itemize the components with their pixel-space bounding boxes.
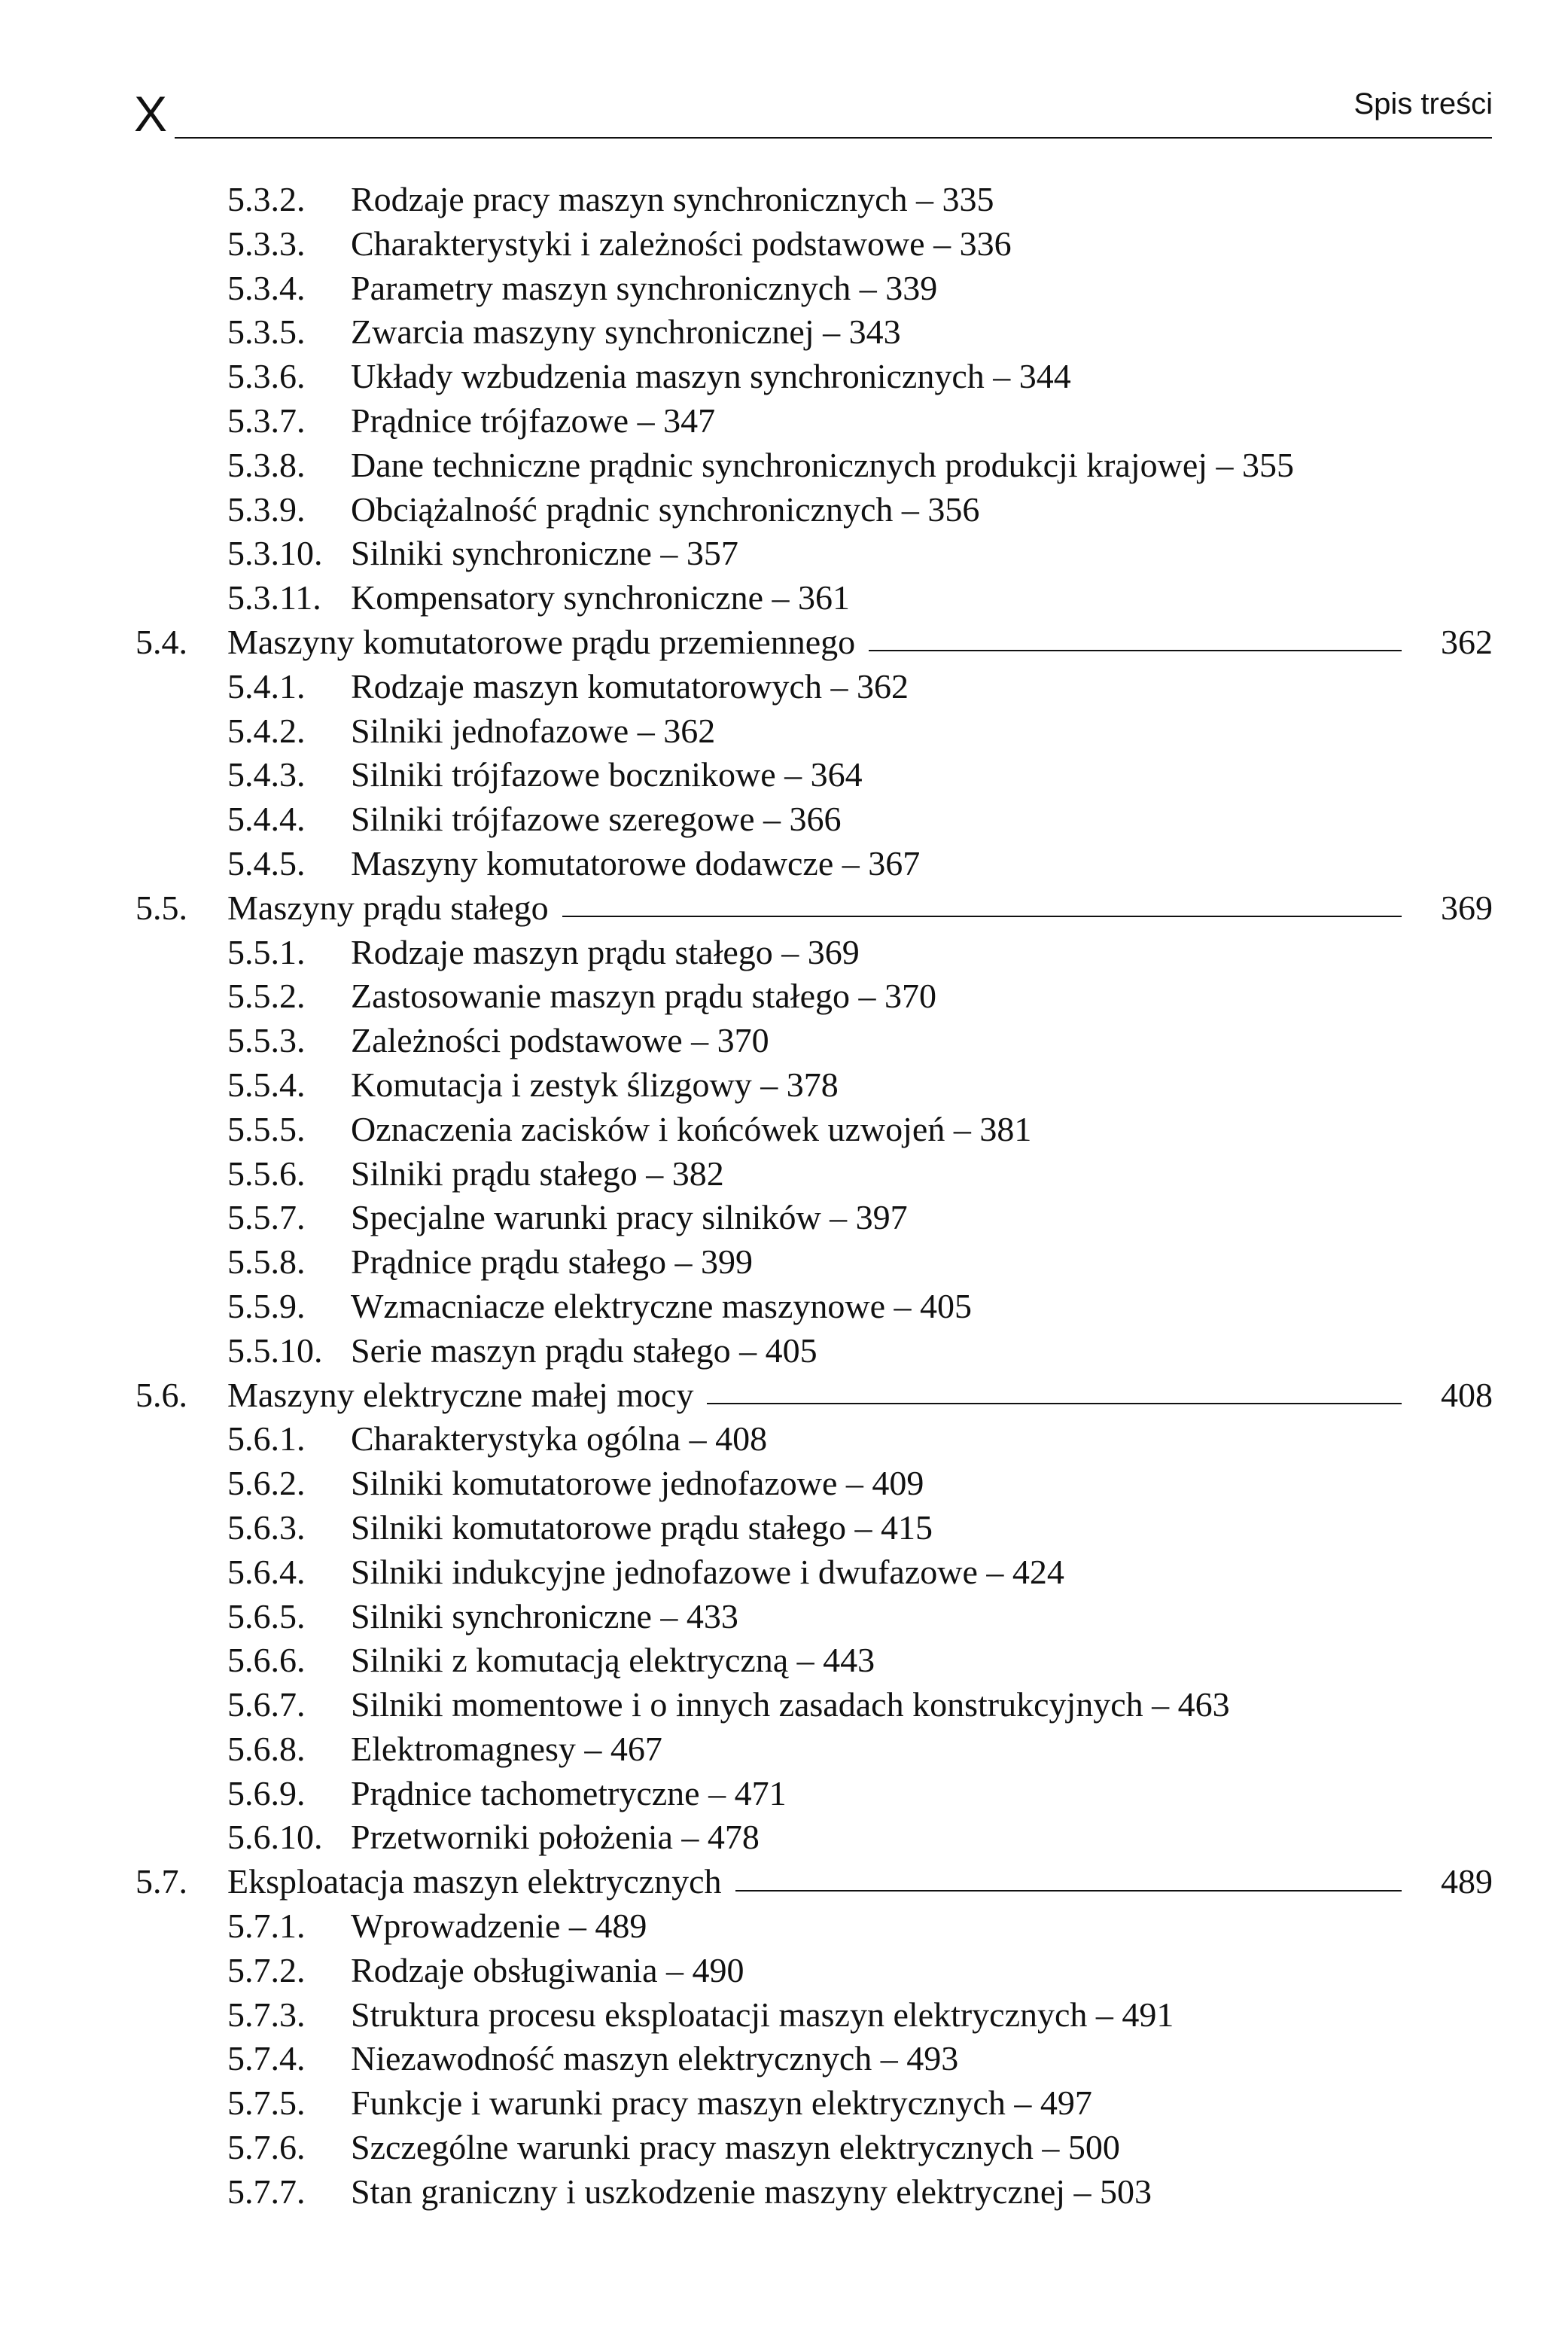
toc-subsection-entry (0, 1108, 1568, 1152)
toc-entry-title: Silniki indukcyjne jednofazowe i dwufazowe – 424 (351, 1552, 1064, 1591)
toc-subsection-entry (0, 1683, 1568, 1727)
toc-entry-number: 5.3.6. (227, 357, 306, 396)
toc-leader-line (869, 650, 1402, 651)
toc-section-entry (0, 1373, 1568, 1418)
toc-entry-number: 5.3.11. (227, 578, 321, 617)
toc-entry-number: 5.4.5. (227, 843, 306, 883)
toc-subsection-entry (0, 1904, 1568, 1949)
toc-subsection-entry (0, 355, 1568, 399)
toc-entry-number: 5.7.4. (227, 2039, 306, 2078)
toc-leader-line (707, 1403, 1402, 1404)
toc-entry-number: 5.3.2. (227, 180, 306, 218)
toc-entry-number: 5.6. (135, 1375, 187, 1414)
toc-subsection-entry (0, 444, 1568, 488)
running-header-title: Spis treści (1353, 87, 1493, 120)
toc-entry-title: Obciążalność prądnic synchronicznych – 356 (351, 489, 980, 529)
toc-leader-line (735, 1890, 1402, 1892)
toc-entry-title: Silniki momentowe i o innych zasadach konstrukcyjnych – 463 (351, 1685, 1230, 1724)
toc-subsection-entry (0, 1417, 1568, 1462)
toc-entry-title: Stan graniczny i uszkodzenie maszyny elektrycznej – 503 (351, 2172, 1152, 2211)
toc-entry-number: 5.4.3. (227, 755, 306, 794)
toc-entry-title: Parametry maszyn synchronicznych – 339 (351, 268, 938, 307)
toc-entry-leader-group (227, 1373, 1402, 1418)
toc-entry-title: Struktura procesu eksploatacji maszyn elektrycznych – 491 (351, 1995, 1174, 2034)
toc-section-entry (0, 620, 1568, 665)
toc-entry-title: Niezawodność maszyn elektrycznych – 493 (351, 2039, 959, 2078)
header-rule (175, 137, 1492, 139)
toc-entry-title: Wzmacniacze elektryczne maszynowe – 405 (351, 1286, 973, 1325)
toc-entry-number: 5.6.6. (227, 1641, 306, 1680)
toc-entry-title: Rodzaje obsługiwania – 490 (351, 1950, 744, 1989)
toc-entry-title: Szczególne warunki pracy maszyn elektrycznych – 500 (351, 2128, 1120, 2167)
toc-subsection-entry (0, 1949, 1568, 1993)
toc-leader-line (562, 916, 1402, 917)
toc-entry-title: Specjalne warunki pracy silników – 397 (351, 1198, 908, 1237)
toc-entry-number: 5.5.7. (227, 1198, 306, 1237)
toc-subsection-entry (0, 2081, 1568, 2126)
toc-entry-title: Oznaczenia zacisków i końcówek uzwojeń – 381 (351, 1109, 1032, 1148)
toc-subsection-entry (0, 665, 1568, 709)
toc-subsection-entry (0, 797, 1568, 842)
toc-entry-title: Prądnice tachometryczne – 471 (351, 1773, 787, 1812)
toc-entry-leader-group (227, 886, 1402, 931)
toc-entry-title: Silniki komutatorowe prądu stałego – 415 (351, 1507, 933, 1547)
toc-entry-number: 5.7.2. (227, 1950, 306, 1989)
toc-entry-title: Wprowadzenie – 489 (351, 1907, 647, 1946)
toc-entry-title: Rodzaje maszyn komutatorowych – 362 (351, 666, 909, 706)
toc-section-entry (0, 886, 1568, 931)
toc-entry-number: 5.6.2. (227, 1464, 306, 1503)
toc-entry-number: 5.6.5. (227, 1596, 306, 1635)
toc-entry-number: 5.3.3. (227, 224, 306, 263)
toc-subsection-entry (0, 1196, 1568, 1240)
toc-entry-title: Silniki synchroniczne – 433 (351, 1596, 738, 1635)
toc-subsection-entry (0, 842, 1568, 886)
toc-entry-title: Zależności podstawowe – 370 (351, 1021, 769, 1060)
toc-entry-number: 5.3.8. (227, 445, 306, 484)
toc-subsection-entry (0, 576, 1568, 620)
toc-subsection-entry (0, 1993, 1568, 2038)
toc-subsection-entry (0, 1595, 1568, 1639)
toc-entry-number: 5.5.8. (227, 1242, 306, 1282)
toc-entry-number: 5.3.9. (227, 489, 306, 529)
toc-entry-number: 5.6.10. (227, 1818, 323, 1857)
toc-subsection-entry (0, 267, 1568, 311)
toc-subsection-entry (0, 2126, 1568, 2170)
toc-subsection-entry (0, 974, 1568, 1019)
toc-entry-title: Elektromagnesy – 467 (351, 1729, 662, 1768)
toc-entry-number: 5.5.9. (227, 1286, 306, 1325)
toc-entry-title: Prądnice prądu stałego – 399 (351, 1242, 753, 1282)
toc-entry-title: Silniki synchroniczne – 357 (351, 534, 738, 573)
toc-entry-title: Zwarcia maszyny synchronicznej – 343 (351, 312, 901, 352)
toc-entry-number: 5.4.4. (227, 800, 306, 839)
toc-entry-number: 5.5. (135, 888, 187, 927)
toc-entry-number: 5.6.3. (227, 1507, 306, 1547)
toc-entry-page: 489 (1441, 1862, 1493, 1901)
toc-subsection-entry (0, 532, 1568, 576)
toc-entry-title: Charakterystyki i zależności podstawowe – 336 (351, 224, 1012, 263)
toc-entry-title: Maszyny komutatorowe prądu przemiennego (227, 622, 856, 661)
toc-entry-number: 5.4.2. (227, 711, 306, 750)
toc-subsection-entry (0, 2037, 1568, 2081)
toc-entry-title: Charakterystyka ogólna – 408 (351, 1419, 768, 1459)
toc-subsection-entry (0, 1462, 1568, 1506)
toc-entry-title: Przetworniki położenia – 478 (351, 1818, 760, 1857)
toc-entry-page: 362 (1441, 622, 1493, 661)
toc-subsection-entry (0, 399, 1568, 444)
toc-entry-title: Silniki trójfazowe szeregowe – 366 (351, 800, 842, 839)
toc-entry-number: 5.4. (135, 622, 187, 661)
toc-subsection-entry (0, 178, 1568, 222)
toc-subsection-entry (0, 1506, 1568, 1550)
toc-subsection-entry (0, 2170, 1568, 2215)
toc-subsection-entry (0, 931, 1568, 975)
toc-subsection-entry (0, 222, 1568, 267)
toc-entry-title: Silniki prądu stałego – 382 (351, 1154, 724, 1193)
toc-entry-title: Prądnice trójfazowe – 347 (351, 401, 716, 440)
toc-subsection-entry (0, 1772, 1568, 1816)
toc-entry-title: Kompensatory synchroniczne – 361 (351, 578, 851, 617)
toc-entry-number: 5.6.9. (227, 1773, 306, 1812)
toc-entry-number: 5.6.8. (227, 1729, 306, 1768)
toc-entry-number: 5.4.1. (227, 666, 306, 706)
toc-subsection-entry (0, 709, 1568, 754)
toc-entry-number: 5.7.5. (227, 2084, 306, 2123)
toc-entry-number: 5.5.10. (227, 1331, 323, 1370)
toc-subsection-entry (0, 1019, 1568, 1063)
toc-entry-number: 5.5.2. (227, 977, 306, 1016)
toc-entry-title: Układy wzbudzenia maszyn synchronicznych – 344 (351, 357, 1071, 396)
toc-subsection-entry (0, 1240, 1568, 1285)
toc-entry-title: Silniki komutatorowe jednofazowe – 409 (351, 1464, 924, 1503)
toc-entry-number: 5.7.7. (227, 2172, 306, 2211)
toc-entry-title: Dane techniczne prądnic synchronicznych produkcji krajowej – 355 (351, 445, 1295, 484)
toc-entry-number: 5.3.7. (227, 401, 306, 440)
toc-entry-title: Eksploatacja maszyn elektrycznych (227, 1862, 722, 1901)
toc-entry-leader-group (227, 1860, 1402, 1904)
toc-subsection-entry (0, 1152, 1568, 1196)
toc-entry-title: Maszyny prądu stałego (227, 888, 549, 927)
toc-entry-title: Funkcje i warunki pracy maszyn elektrycznych – 497 (351, 2084, 1092, 2123)
toc-subsection-entry (0, 488, 1568, 532)
toc-entry-title: Rodzaje maszyn prądu stałego – 369 (351, 932, 860, 971)
toc-entry-page: 369 (1441, 888, 1493, 927)
toc-entry-title: Silniki trójfazowe bocznikowe – 364 (351, 755, 863, 794)
toc-entry-number: 5.7.1. (227, 1907, 306, 1946)
toc-entry-title: Silniki jednofazowe – 362 (351, 711, 716, 750)
toc-entry-number: 5.7.3. (227, 1995, 306, 2034)
toc-section-entry (0, 1860, 1568, 1904)
toc-subsection-entry (0, 1329, 1568, 1373)
toc-subsection-entry (0, 1638, 1568, 1683)
toc-entry-number: 5.7.6. (227, 2128, 306, 2167)
toc-entry-title: Silniki z komutacją elektryczną – 443 (351, 1641, 875, 1680)
toc-entry-number: 5.5.3. (227, 1021, 306, 1060)
toc-subsection-entry (0, 1815, 1568, 1860)
page-number: X (134, 86, 168, 142)
toc-entry-number: 5.6.1. (227, 1419, 306, 1459)
toc-entry-number: 5.3.4. (227, 268, 306, 307)
toc-entry-number: 5.3.5. (227, 312, 306, 352)
toc-entry-page: 408 (1441, 1375, 1493, 1414)
toc-entry-number: 5.5.1. (227, 932, 306, 971)
toc-entry-number: 5.5.4. (227, 1065, 306, 1104)
toc-entry-number: 5.5.5. (227, 1109, 306, 1148)
toc-entry-number: 5.6.7. (227, 1685, 306, 1724)
toc-subsection-entry (0, 310, 1568, 355)
toc-entry-number: 5.3.10. (227, 534, 323, 573)
toc-entry-title: Maszyny komutatorowe dodawcze – 367 (351, 843, 921, 883)
toc-subsection-entry (0, 1550, 1568, 1595)
toc-entry-leader-group (227, 620, 1402, 665)
toc-entry-title: Zastosowanie maszyn prądu stałego – 370 (351, 977, 936, 1016)
toc-subsection-entry (0, 1063, 1568, 1108)
toc-entry-number: 5.6.4. (227, 1552, 306, 1591)
toc-subsection-entry (0, 753, 1568, 797)
toc-entry-title: Serie maszyn prądu stałego – 405 (351, 1331, 817, 1370)
toc-entry-number: 5.5.6. (227, 1154, 306, 1193)
table-of-contents (0, 178, 1568, 2215)
toc-entry-title: Komutacja i zestyk ślizgowy – 378 (351, 1065, 839, 1104)
toc-entry-title: Rodzaje pracy maszyn synchronicznych – 335 (351, 180, 994, 218)
toc-subsection-entry (0, 1285, 1568, 1329)
toc-entry-number: 5.7. (135, 1862, 187, 1901)
toc-subsection-entry (0, 1727, 1568, 1772)
toc-entry-title: Maszyny elektryczne małej mocy (227, 1375, 694, 1414)
